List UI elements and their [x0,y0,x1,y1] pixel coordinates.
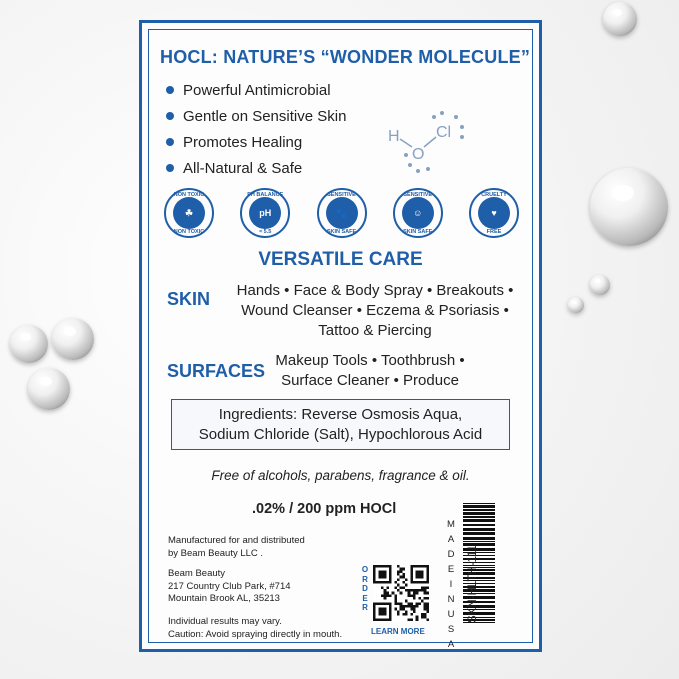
manufacturer-line: by Beam Beauty LLC . [168,547,264,559]
benefit-text: Gentle on Sensitive Skin [183,107,347,125]
skin-line: Hands • Face & Body Spray • Breakouts • [236,282,514,299]
ingredients-box [171,399,510,450]
badge-top-text: SENSITIVE [327,192,356,198]
manufacturer-line: Manufactured for and distributed [168,535,305,546]
section-title: VERSATILE CARE [258,249,423,270]
surfaces-uses [260,351,480,391]
list-item [166,155,346,181]
skin-line: Tattoo & Piercing [318,322,432,339]
water-droplet [568,297,584,313]
baby-sensitive-badge-icon [393,188,443,238]
certification-badges [164,188,519,238]
address-line: Mountain Brook AL, 35213 [168,593,280,604]
badge-center: ♥ [478,197,510,229]
made-in-text: M A D E I N U S A [447,519,455,650]
ingredients-line: Sodium Chloride (Salt), Hypochlorous Acid [198,426,483,443]
qr-code-icon[interactable] [373,565,429,621]
bullet-icon [166,164,174,172]
skin-uses [230,281,520,341]
badge-bottom-text: ≈ 5.5 [259,229,272,235]
benefits-list [166,77,346,181]
list-item [166,77,346,103]
manufacturer-info [168,535,305,560]
molecule-h: H [388,128,400,145]
water-droplet [28,368,70,410]
ingredients-line: Ingredients: Reverse Osmosis Aqua, [218,406,463,423]
order-text: O R D E R [361,565,369,612]
water-droplet [52,318,94,360]
badge-center: pH [249,197,281,229]
surfaces-line: Surface Cleaner • Produce [281,372,459,389]
molecule-o: O [412,146,425,163]
badge-bottom-text: FREE [486,229,502,235]
badge-bottom-text: SKIN SAFE [326,229,357,235]
notice-line: Caution: Avoid spraying directly in mouth. [168,628,343,640]
free-of-text: Free of alcohols, parabens, fragrance & oil. [211,468,470,483]
notice-line: Individual results may vary. [168,616,282,627]
non-toxic-badge-icon [164,188,214,238]
bullet-icon [166,138,174,146]
badge-top-text: PH BALANCE [247,192,284,198]
paw-sensitive-badge-icon [317,188,367,238]
skin-heading: SKIN [167,289,211,309]
sku-text: SKN-HLTH-111 [467,545,479,623]
badge-center: ☺ [402,197,434,229]
badge-center: 🐾 [326,197,358,229]
water-droplet [590,168,668,246]
address-line: 217 Country Club Park, #714 [168,580,291,592]
list-item [166,129,346,155]
surfaces-heading: SURFACES [167,361,266,381]
water-droplet [603,2,637,36]
address-block [168,568,291,606]
bullet-icon [166,112,174,120]
badge-bottom-text: NON TOXIC [173,229,205,235]
address-line: Beam Beauty [168,568,226,579]
concentration-text: .02% / 200 ppm HOCl [252,501,397,517]
water-droplet [10,325,48,363]
label-title: HOCL: NATURE’S “WONDER MOLECULE” [160,47,531,67]
notice-block [168,616,342,641]
product-label [139,20,542,652]
badge-center: ☘ [173,197,205,229]
benefit-text: Promotes Healing [183,133,303,151]
badge-top-text: SENSITIVE [403,192,433,198]
badge-top-text: CRUELTY [481,192,507,198]
water-droplet [590,275,610,295]
badge-top-text: NON TOXIC [173,192,205,198]
ph-balance-badge-icon [240,188,290,238]
bullet-icon [166,86,174,94]
badge-bottom-text: SKIN SAFE [403,229,433,235]
made-in-usa-text [445,517,457,652]
order-vertical-text [360,565,370,613]
skin-line: Wound Cleanser • Eczema & Psoriasis • [241,302,509,319]
molecule-cl: Cl [436,124,452,141]
cruelty-free-badge-icon [469,188,519,238]
list-item [166,103,346,129]
learn-more-link[interactable]: LEARN MORE [371,627,425,636]
benefit-text: Powerful Antimicrobial [183,81,331,99]
benefit-text: All-Natural & Safe [183,159,303,177]
hocl-molecule-icon [386,103,466,177]
surfaces-line: Makeup Tools • Toothbrush • [275,352,465,369]
